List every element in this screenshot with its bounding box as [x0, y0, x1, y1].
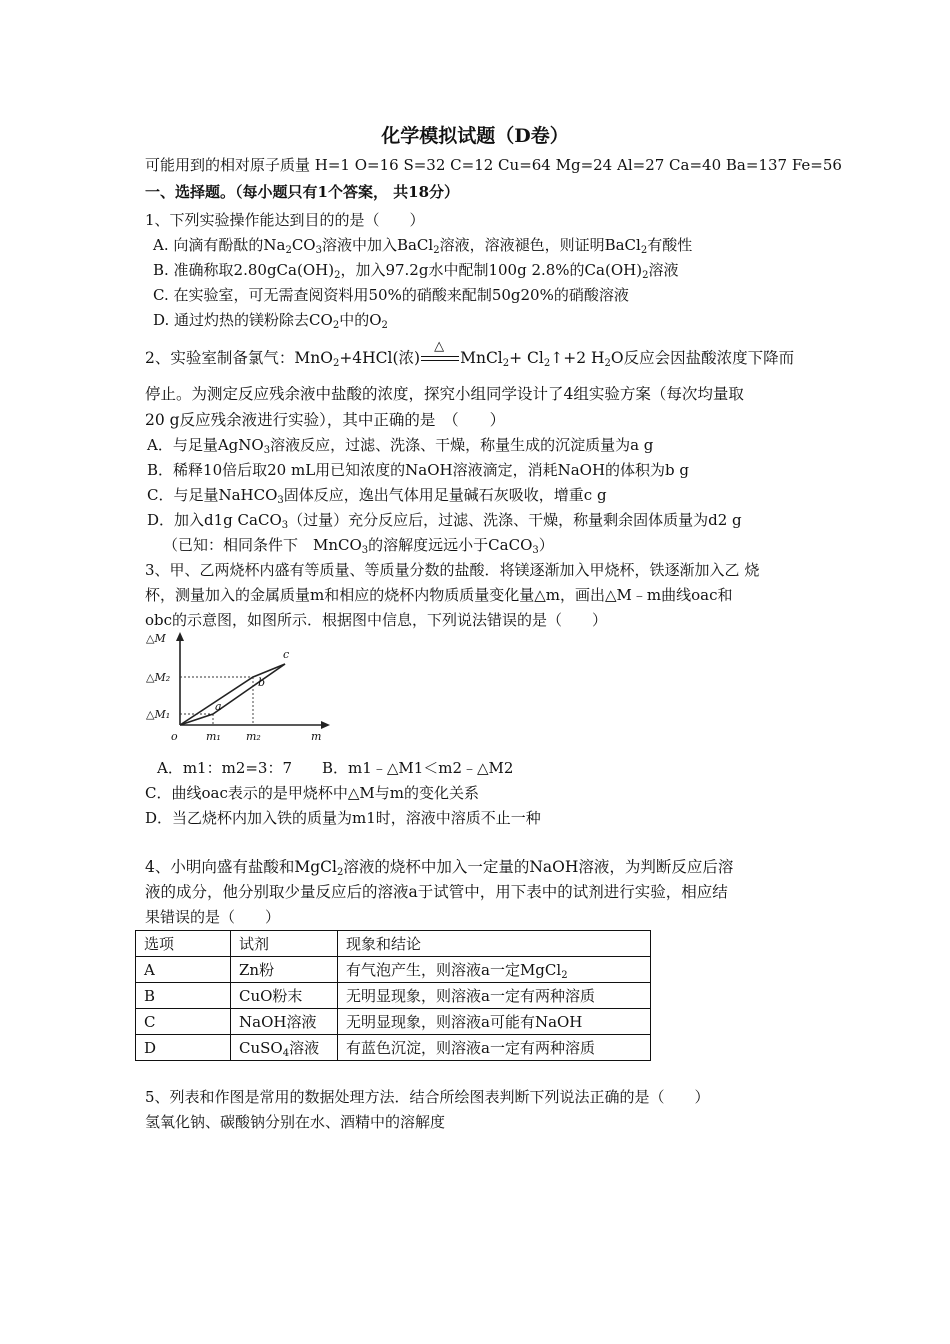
q3-option-ab: A．m1：m2=3：7 B．m1﹣△M1＜m2﹣△M2: [157, 759, 514, 777]
document-title: 化学模拟试题（D卷）: [381, 125, 569, 147]
origin-label: o: [171, 730, 178, 743]
graph-curves: [180, 664, 285, 725]
y-tick-m2: △M₂: [146, 671, 171, 684]
row-option: B: [136, 983, 231, 1009]
q3-stem-line1: 3、甲、乙两烧杯内盛有等质量、等质量分数的盐酸．将镁逐渐加入甲烧杯，铁逐渐加入乙 烧: [145, 561, 760, 579]
q2-option-d: D．加入d1g CaCO$_3$（过量）充分反应后，过滤、洗涤、干燥，称量剩余固体质量为d2 g: [147, 511, 742, 531]
q2-note: （已知：相同条件下 MnCO$_3$的溶解度远远小于CaCO$_3$）: [163, 536, 554, 556]
point-a-label: a: [215, 700, 222, 713]
curve-oac: [180, 664, 285, 725]
q2-option-a: A．与足量AgNO$_3$溶液反应，过滤、洗涤、干燥，称量生成的沉淀质量为a g: [147, 436, 654, 456]
q4-table: [135, 930, 651, 1061]
q4-stem-line3: 果错误的是（ ）: [145, 908, 281, 926]
header-result: 现象和结论: [338, 931, 651, 957]
q1-option-a: A. 向滴有酚酞的$Na_2CO_3$溶液中加入BaCl$_2$溶液，溶液褪色，则证明BaCl$_2$有酸性: [153, 236, 693, 256]
q1-stem: 1、下列实验操作能达到目的的是（ ）: [145, 211, 425, 229]
heating-equals-sign: [421, 339, 459, 366]
q2-option-b: B．稀释10倍后取20 mL用已知浓度的NaOH溶液滴定，消耗NaOH的体积为b g: [147, 461, 690, 479]
atomic-masses-line: 可能用到的相对原子质量 H=1 O=16 S=32 C=12 Cu=64 Mg=24 Al=27 Ca=40 Ba=137 Fe=56: [145, 156, 842, 174]
y-axis-label: △M: [146, 632, 166, 645]
row-result: 有蓝色沉淀，则溶液a一定有两种溶质: [338, 1035, 651, 1061]
curve-obc: [180, 664, 285, 725]
header-option: 选项: [136, 931, 231, 957]
header-reagent: 试剂: [231, 931, 338, 957]
graph-axes: [180, 635, 327, 725]
table-row: [136, 1009, 651, 1035]
q3-stem-line2: 杯，测量加入的金属质量m和相应的烧杯内物质质量变化量△m，画出△M﹣m曲线oac和: [145, 586, 733, 604]
row-result: 无明显现象，则溶液a可能有NaOH: [338, 1009, 651, 1035]
row-result: 有气泡产生，则溶液a一定MgCl$_2$: [338, 957, 651, 983]
table-row: [136, 1035, 651, 1061]
row-reagent: CuO粉末: [231, 983, 338, 1009]
q4-stem-line2: 液的成分，他分别取少量反应后的溶液a于试管中，用下表中的试剂进行实验，相应结: [145, 883, 728, 901]
q3-graph: [145, 630, 330, 745]
q1-option-b: B. 准确称取$2.80gCa(OH)_2$，加入97.2g水中配制100g 2.8%的$Ca(OH)_2$溶液: [153, 261, 679, 281]
row-option: C: [136, 1009, 231, 1035]
q4-stem-line1: 4、小明向盛有盐酸和MgCl$_2$溶液的烧杯中加入一定量的NaOH溶液，为判断反应后溶: [145, 858, 734, 878]
section-heading: 一、选择题。（每小题只有1个答案， 共18分）: [145, 183, 460, 201]
q2-stem-line2: 停止。为测定反应残余液中盐酸的浓度，探究小组同学设计了4组实验方案（每次均量取: [145, 385, 744, 403]
q3-option-d: D．当乙烧杯内加入铁的质量为m1时，溶液中溶质不止一种: [145, 809, 541, 827]
q1-option-d: D. 通过灼热的镁粉除去$CO_2$中的$O_2$: [153, 311, 388, 331]
x-tick-m1: m₁: [206, 730, 221, 743]
y-tick-m1: △M₁: [146, 708, 171, 721]
table-row: [136, 983, 651, 1009]
row-result: 无明显现象，则溶液a一定有两种溶质: [338, 983, 651, 1009]
row-option: D: [136, 1035, 231, 1061]
point-b-label: b: [258, 676, 266, 689]
q2-option-c: C．与足量NaHCO$_3$固体反应，逸出气体用足量碱石灰吸收，增重c g: [147, 486, 607, 506]
q2-stem-line1: 2、实验室制备氯气：MnO$_2$+4HCl(浓) △ MnCl$_2$+ $Cl_2↑+2$ $H_2O$反应会因盐酸浓度下降而: [145, 339, 795, 369]
y-axis-arrow-icon: [176, 632, 184, 641]
x-axis-arrow-icon: [321, 721, 330, 729]
q2-stem-line3: 20 g反应残余液进行实验），其中正确的是 （ ）: [145, 411, 506, 429]
x-tick-m2: m₂: [246, 730, 261, 743]
point-c-label: c: [283, 648, 290, 661]
q3-stem-line3: obc的示意图，如图所示．根据图中信息，下列说法错误的是（ ）: [145, 611, 608, 629]
table-row: [136, 957, 651, 983]
q3-option-c: C．曲线oac表示的是甲烧杯中△M与m的变化关系: [145, 784, 479, 802]
q1-option-c: C. 在实验室，可无需查阅资料用50%的硝酸来配制50g20%的硝酸溶液: [153, 286, 629, 304]
q5-stem: 5、列表和作图是常用的数据处理方法．结合所绘图表判断下列说法正确的是（ ）: [145, 1088, 710, 1106]
table-header-row: [136, 931, 651, 957]
row-reagent: NaOH溶液: [231, 1009, 338, 1035]
x-axis-label: m: [311, 730, 322, 743]
row-option: A: [136, 957, 231, 983]
delta-icon: △: [434, 339, 445, 354]
row-reagent: CuSO$_4$溶液: [231, 1035, 338, 1061]
row-reagent: Zn粉: [231, 957, 338, 983]
q5-subtitle: 氢氧化钠、碳酸钠分别在水、酒精中的溶解度: [145, 1113, 446, 1131]
